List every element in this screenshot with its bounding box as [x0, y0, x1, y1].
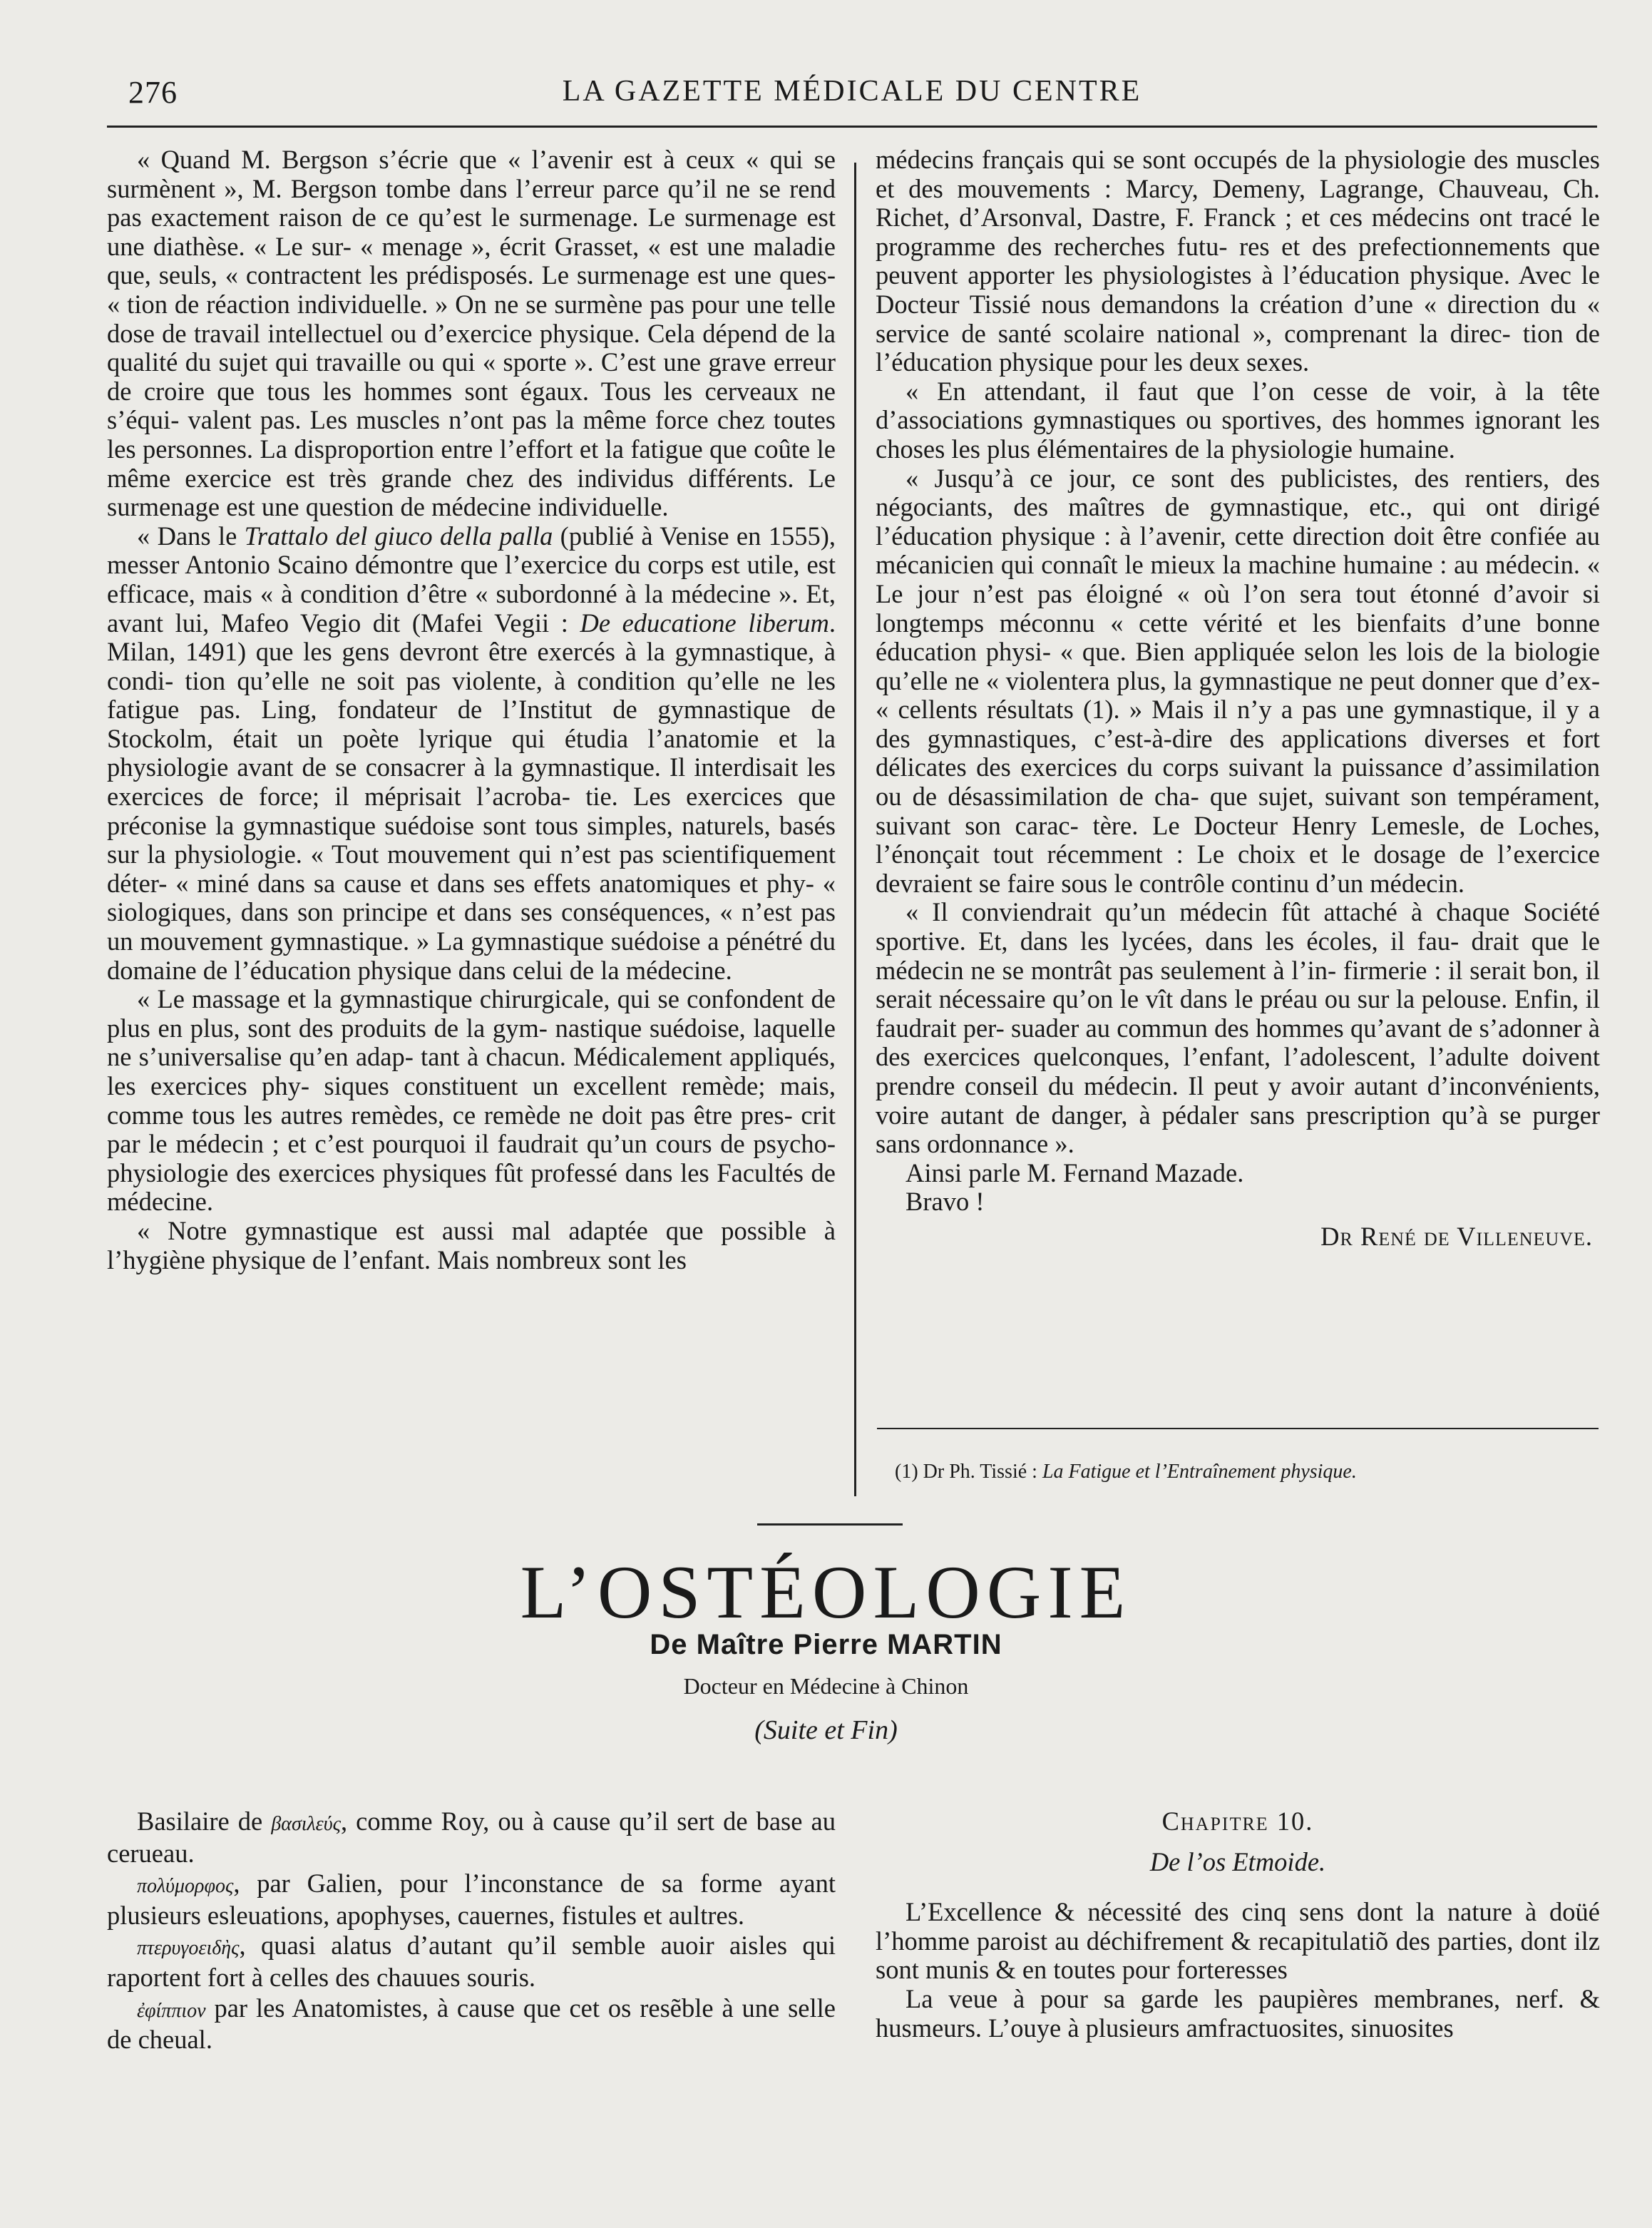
book-title: De educatione liberum — [580, 608, 829, 638]
bottom-left-column — [107, 1807, 836, 2056]
footnote-rule — [877, 1428, 1599, 1429]
paragraph: « Dans le Trattalo del giuco della palla (publié à Venise en 1555), messer Antonio Scaino démontre que l’exercice du corps est utile, est efficace, mais « à condition d’être « subordonné à la médecine ». Et, avant lui, Mafeo Vegio dit (Mafei Vegii : De educatione liberum. Milan, 1491) que les gens devront être exercés à la gymnastique, à condi- tion qu’elle ne soit pas violente, à condition qu’elle ne les fatigue pas. Ling, fondateur de l’Institut de gymnastique de Stockolm, était un poète lyrique qui étudia l’anatomie et la physiologie avant de se consacrer à la gymnastique. Il interdisait les exercices de force; il méprisait l’acroba- tie. Les exercices que préconise la gymnastique suédoise sont tous simples, naturels, basés sur la physiologie. « Tout mouvement qui n’est pas scientifiquement déter- « miné dans sa cause et dans ses effets anatomiques et phy- « siologiques, dans son principe et dans ses conséquences, « n’est pas un mouvement gymnastique. » La gymnastique suédoise a pénétré du domaine de l’éducation physique dans celui de la médecine. — [107, 521, 836, 985]
paragraph: La veue à pour sa garde les paupières membranes, nerf. & husmeurs. L’ouye à plusieurs amfractuosites, sinuosites — [876, 1983, 1600, 2043]
chapter-label: Chapitre 10. — [1161, 1807, 1314, 1836]
bottom-right-column — [876, 1807, 1600, 2043]
column-divider — [854, 163, 856, 1496]
list-item: πτερυγοειδὴς, quasi alatus d’autant qu’il semble auoir aisles qui raportent fort à celles des chauues souris. — [107, 1931, 836, 1992]
paragraph: « En attendant, il faut que l’on cesse de voir, à la tête d’associations gymnastiques ou sportives, des hommes ignorant les choses les plus élémentaires de la physiologie humaine. — [876, 376, 1600, 464]
section-credential: Docteur en Médecine à Chinon — [683, 1673, 969, 1699]
paragraph: L’Excellence & nécessité des cinq sens dont la nature à doüé l’homme paroist au déchifrement & recapitulatiõ des parties, dont ilz sont munis & en toutes pour forteresses — [876, 1897, 1600, 1985]
section-note: (Suite et Fin) — [754, 1715, 898, 1745]
header-rule — [107, 126, 1597, 128]
page-number: 276 — [128, 75, 178, 110]
footnote: (1) Dr Ph. Tissié : La Fatigue et l’Entraînement physique. — [895, 1461, 1357, 1483]
list-item: Basilaire de βασιλεύς, comme Roy, ou à cause qu’il sert de base au cerueau. — [107, 1807, 836, 1868]
book-title: Trattalo del giuco della palla — [244, 521, 553, 551]
paragraph: Ainsi parle M. Fernand Mazade. — [905, 1158, 1244, 1187]
paragraph: Bravo ! — [905, 1187, 985, 1217]
page-header — [107, 74, 1597, 117]
list-item: ἐφίππιον par les Anatomistes, à cause que cet os resẽble à une selle de cheual. — [107, 1993, 836, 2055]
chapter-subtitle: De l’os Etmoide. — [1149, 1846, 1326, 1876]
list-item: πολύμορφος, par Galien, pour l’inconstance de sa forme ayant plusieurs esleuations, apophyses, cauernes, fistules et aultres. — [107, 1869, 836, 1930]
paragraph: médecins français qui se sont occupés de la physiologie des muscles et des mouvements : Marcy, Demeny, Lagrange, Chauveau, Ch. Richet, d’Arsonval, Dastre, F. Franck ; et ces médecins ont tracé le programme des recherches futu- res et des prefectionnements que peuvent apporter les physiologistes à l’éducation physique. Avec le Docteur Tissié nous demandons la création d’une « direction du « service de santé scolaire national », comprenant la direc- tion de l’éducation physique pour les deux sexes. — [876, 145, 1600, 377]
left-column — [107, 145, 836, 1274]
author-signature: Dr René de Villeneuve. — [1320, 1221, 1593, 1251]
paragraph: « Quand M. Bergson s’écrie que « l’avenir est à ceux « qui se surmènent », M. Bergson tombe dans l’erreur parce qu’il ne se rend pas exactement raison de ce qu’est le surmenage. Le surmenage est une diathèse. « Le sur- « menage », écrit Grasset, « est une maladie que, seuls, « contractent les prédisposés. Le surmenage est une ques- « tion de réaction individuelle. » On ne se surmène pas pour une telle dose de travail intellectuel ou d’exercice physique. Cela dépend de la qualité du sujet qui travaille ou qui « sporte ». C’est une grave erreur de croire que tous les hommes sont égaux. Tous les cerveaux ne s’équi- valent pas. Les muscles n’ont pas la même force chez toutes les personnes. La disproportion entre l’effort et la fatigue que coûte le même exercice est très grande chez des individus différents. Le surmenage est une question de médecine individuelle. — [107, 145, 836, 522]
paragraph: « Notre gymnastique est aussi mal adaptée que possible à l’hygiène physique de l’enfant. Mais nombreux sont les — [107, 1215, 836, 1274]
paragraph: « Le massage et la gymnastique chirurgicale, qui se confondent de plus en plus, sont des produits de la gym- nastique suédoise, laquelle ne s’universalise qu’en adap- tant à chacun. Médicalement appliqués, les exercices phy- siques constituent un excellent remède; mais, comme tous les autres remèdes, ce remède ne doit pas être pres- crit par le médecin ; et c’est pourquoi il faudrait qu’un cours de psycho-physiologie des exercices physiques fût professé dans les Facultés de médecine. — [107, 984, 836, 1217]
right-column — [876, 145, 1600, 1252]
section-title: L’OSTÉOLOGIE — [520, 1550, 1132, 1634]
journal-title: LA GAZETTE MÉDICALE DU CENTRE — [562, 75, 1142, 108]
section-rule — [757, 1523, 903, 1526]
paragraph: « Il conviendrait qu’un médecin fût attaché à chaque Société sportive. Et, dans les lycées, dans les écoles, il fau- drait que le médecin ne se montrât pas seulement à l’in- firmerie : il serait bon, il serait nécessaire qu’on le vît dans le préau ou sur la pelouse. Enfin, il faudrait per- suader au commun des hommes qu’avant de s’adonner à des exercices quelconques, l’enfant, l’adolescent, l’adulte doivent prendre conseil du médecin. Il peut y avoir autant d’inconvénients, voire autant de danger, à pédaler sans prescription qu’à se purger sans ordonnance ». — [876, 897, 1600, 1159]
section-author: De Maître Pierre MARTIN — [650, 1629, 1002, 1660]
paragraph: « Jusqu’à ce jour, ce sont des publicistes, des rentiers, des négociants, des maîtres de gymnastique, etc., qui ont dirigé l’éducation physique : à l’avenir, cette direction doit être confiée au mécanicien qui connaît le mieux la machine humaine : au médecin. « Le jour n’est pas éloigné « où l’on sera tout étonné d’avoir si longtemps méconnu « cette vérité et les bienfaits d’une bonne éducation physi- « que. Bien appliquée selon les lois de la biologie qu’elle ne « violentera plus, la gymnastique ne peut donner que d’ex- « cellents résultats (1). » Mais il n’y a pas une gymnastique, il y a des gymnastiques, c’est-à-dire des applications diverses et fort délicates des exercices du corps suivant la puissance d’assimilation ou de désassimilation de cha- que sujet, suivant son tempérament, suivant son carac- tère. Le Docteur Henry Lemesle, de Loches, l’énonçait tout récemment : Le choix et le dosage de l’exercice devraient se faire sous le contrôle continu d’un médecin. — [876, 463, 1600, 898]
